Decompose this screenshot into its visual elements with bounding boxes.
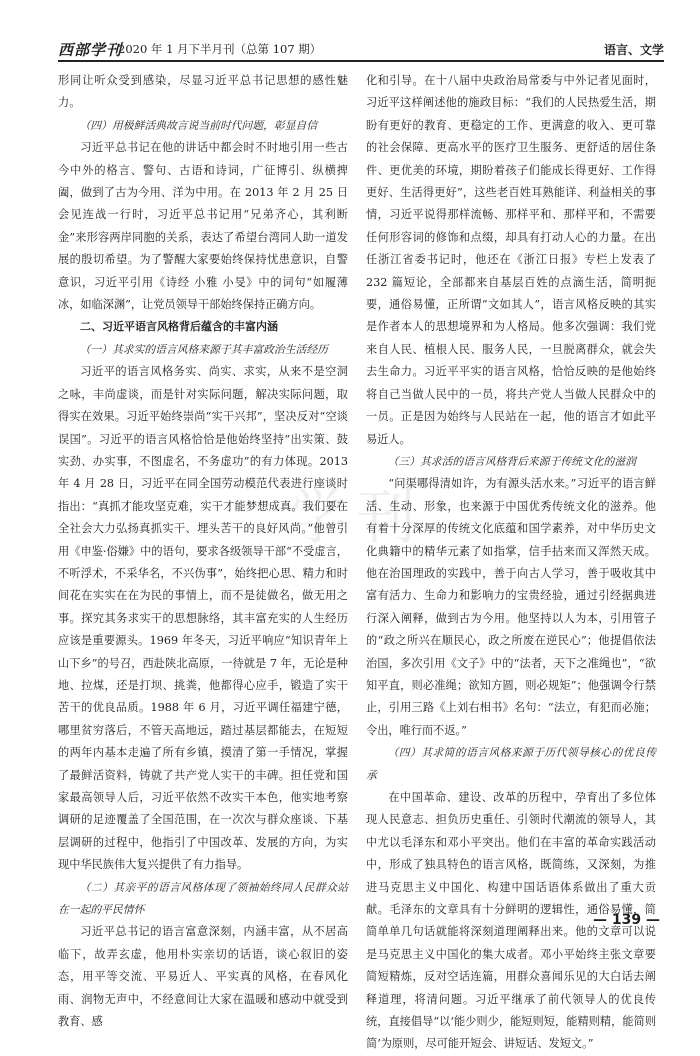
subheading: （四）其求简的语言风格来源于历代领导核心的优良传承 — [366, 746, 656, 782]
page-header — [58, 36, 664, 62]
paragraph: 化和引导。在十八届中央政治局常委与中外记者见面时，习近平这样阐述他的施政目标：“我们的人民热爱生活，期盼有更好的教育、更稳定的工作、更满意的收入、更可靠的社会保障、更高水平的医疗卫生服务、更舒适的居住条件、更优美的环境，期盼着孩子们能成长得更好、工作得更好、生活得更好”，这些老百姓耳熟能详、利益相关的事情，习近平说得那样流畅、那样平和、那样平和，不需要任何形容词的修饰和点缀，却具有打动人心的力量。在出任浙江省委书记时，他还在《浙江日报》专栏上发表了 232 篇短论，全部都来自基层百姓的点滴生活，简明扼要，通俗易懂，正所谓“文如其人”，语言风格反映的其实是作者本人的思想境界和为人格局。他多次强调：我们党来自人民、植根人民、服务人民，一旦脱离群众，就会失去生命力。习近平平实的语言风格，恰恰反映的是他始终将自己当做人民中的一员，将共产党人当做人民群众中的一员。正是因为始终与人民站在一起，他的语言才如此平易近人。 — [366, 74, 656, 446]
paragraph: “问渠哪得清如许，为有源头活水来。”习近平的语言鲜活、生动、形象，也来源于中国优秀传统文化的滋养。他有着十分深厚的传统文化底蕴和国学素养，对中华历史文化典籍中的精华元素了如指掌，信手拈来而又浑然天成。他在治国理政的实践中，善于向古人学习，善于吸收其中富有活力、生命力和影响力的宝贵经验，通过引经据典进行深入阐释，做到古为今用。他坚持以人为本，引用管子的“政之所兴在顺民心，政之所废在逆民心”；他提倡依法治国，多次引用《文子》中的“法者，天下之准绳也”，“欲知平直，则必准绳；欲知方圆，则必规矩”；他强调令行禁止，引用三路《上刘右相书》名句：“法立，有犯而必施；令出，唯行而不返。” — [366, 477, 656, 737]
section-title: 语言、文学 — [603, 43, 664, 57]
issue-info: 2020 年 1 月下半月刊（总第 107 期） — [118, 42, 322, 56]
subheading: （二）其亲平的语言风格体现了领袖始终同人民群众站在一起的平民情怀 — [58, 880, 348, 917]
section-heading: 二、习近平语言风格背后蕴含的丰富内涵 — [80, 320, 278, 334]
subheading: （四）用极鲜活典故言说当前时代问题，彰显自信 — [79, 118, 318, 132]
journal-logo: 西部学刊 — [58, 41, 123, 59]
page-number: — 139 — — [593, 912, 660, 928]
paragraph: 习近平总书记的语言富意深刻，内涵丰富，从不居高临下，故弄玄虚，他用朴实亲切的话语，谈心叙旧的姿态，用平等交流、平易近人、平实真的风格，在春风化雨、润物无声中，不经意间让大家在温暖和感动中就受到教育、感 — [58, 925, 348, 1029]
paragraph: 在中国革命、建设、改革的历程中，孕育出了多位体现人民意志、担负历史重任、引领时代潮流的领导人，其中尤以毛泽东和邓小平突出。他们在丰富的革命实践活动中，形成了独具特色的语言风格，既简练，又深刻，为推进马克思主义中国化、构建中国话语体系做出了重大贡献。毛泽东的文章具有十分鲜明的逻辑性，通俗易懂，简简单单几句话就能将深刻道理阐释出来。他的文章可以说是马克思主义中国化的集大成者。邓小平始终主张文章要简短精炼，反对空话连篇，用群众喜闻乐见的大白话去阐释道理，将清问题。习近平继承了前代领导人的优良传统，直接倡导“以‘能少则少，能短则短，能精则精，能简则简’为原则，尽可能开短会、讲短话、发短文。” — [366, 791, 656, 1051]
paragraph: 形同让听众受到感染，尽显习近平总书记思想的感性魅力。 — [58, 74, 348, 110]
header-rule — [58, 60, 664, 62]
subheading: （一）其求实的语言风格来源于其丰富政治生活经历 — [79, 342, 328, 356]
watermark: 学刊 — [288, 483, 424, 553]
right-column — [366, 70, 656, 1056]
paragraph: 习近平的语言风格务实、尚实、求实，从来不是空洞之咏，丰尚虚谈，而是针对实际问题，解决实际问题，取得实在效果。习近平始终崇尚“实干兴邦”，坚决反对“空谈误国”。习近平的语言风格恰恰是他始终坚持“出实策、鼓实劲、办实事，不图虚名，不务虚功”的有力体现。2013 年 4 月 28 日，习近平在同全国劳动模范代表进行座谈时指出：“真抓才能攻坚克难，实干才能梦想成真。我们要在全社会大力弘扬真抓实干、埋头苦干的良好风尚。”他曾引用《申鉴·俗嫌》中的语句，要求各级领导干部“不受虚言，不听浮术，不采华名，不兴伪事”，始终把心思、精力和时间花在实实在在为民的事情上，而不是徒做名，做无用之事。探究其务求实干的思想脉络，其丰富充实的人生经历应该是重要源头。1969 年冬天，习近平响应“知识青年上山下乡”的号召，西赴陕北高原，一待就是 7 年，无论是种地、拉煤，还是打坝、挑粪，他都得心应手，锻造了实干苦干的优良品质。1988 年 6 月，习近平调任福建宁德，哪里贫穷落后，不管天高地远，踏过基层都能去，在短短的两年内基本走遍了所有乡镇，摸清了第一手情况，掌握了最鲜活资料，铸就了共产党人实干的丰碑。担任党和国家最高领导人后，习近平依然不改实干本色，他实地考察调研的足迹覆盖了全国范围，在一次次与群众座谈、下基层调研的过程中，他指引了中国改革、发展的方向，为实现中华民族伟大复兴提供了有力指导。 — [58, 365, 348, 872]
subheading: （三）其求活的语言风格背后来源于传统文化的滋润 — [387, 454, 636, 468]
paragraph: 习近平总书记在他的讲话中都会时不时地引用一些古今中外的格言、警句、古语和诗词，广征博引、纵横捭阖，做到了古为今用、洋为中用。在 2013 年 2 月 25 日会见连战一行时，习近平总书记用“兄弟齐心，其利断金”来形容两岸同胞的关系，表达了希望台湾同人助一道发展的殷切希望。为了警醒大家要始终保持忧患意识，自警意识，习近平引用《诗经 小雅 小旻》中的词句“如履薄冰，如临深渊”，让党员领导干部始终保持正确方向。 — [58, 141, 348, 312]
